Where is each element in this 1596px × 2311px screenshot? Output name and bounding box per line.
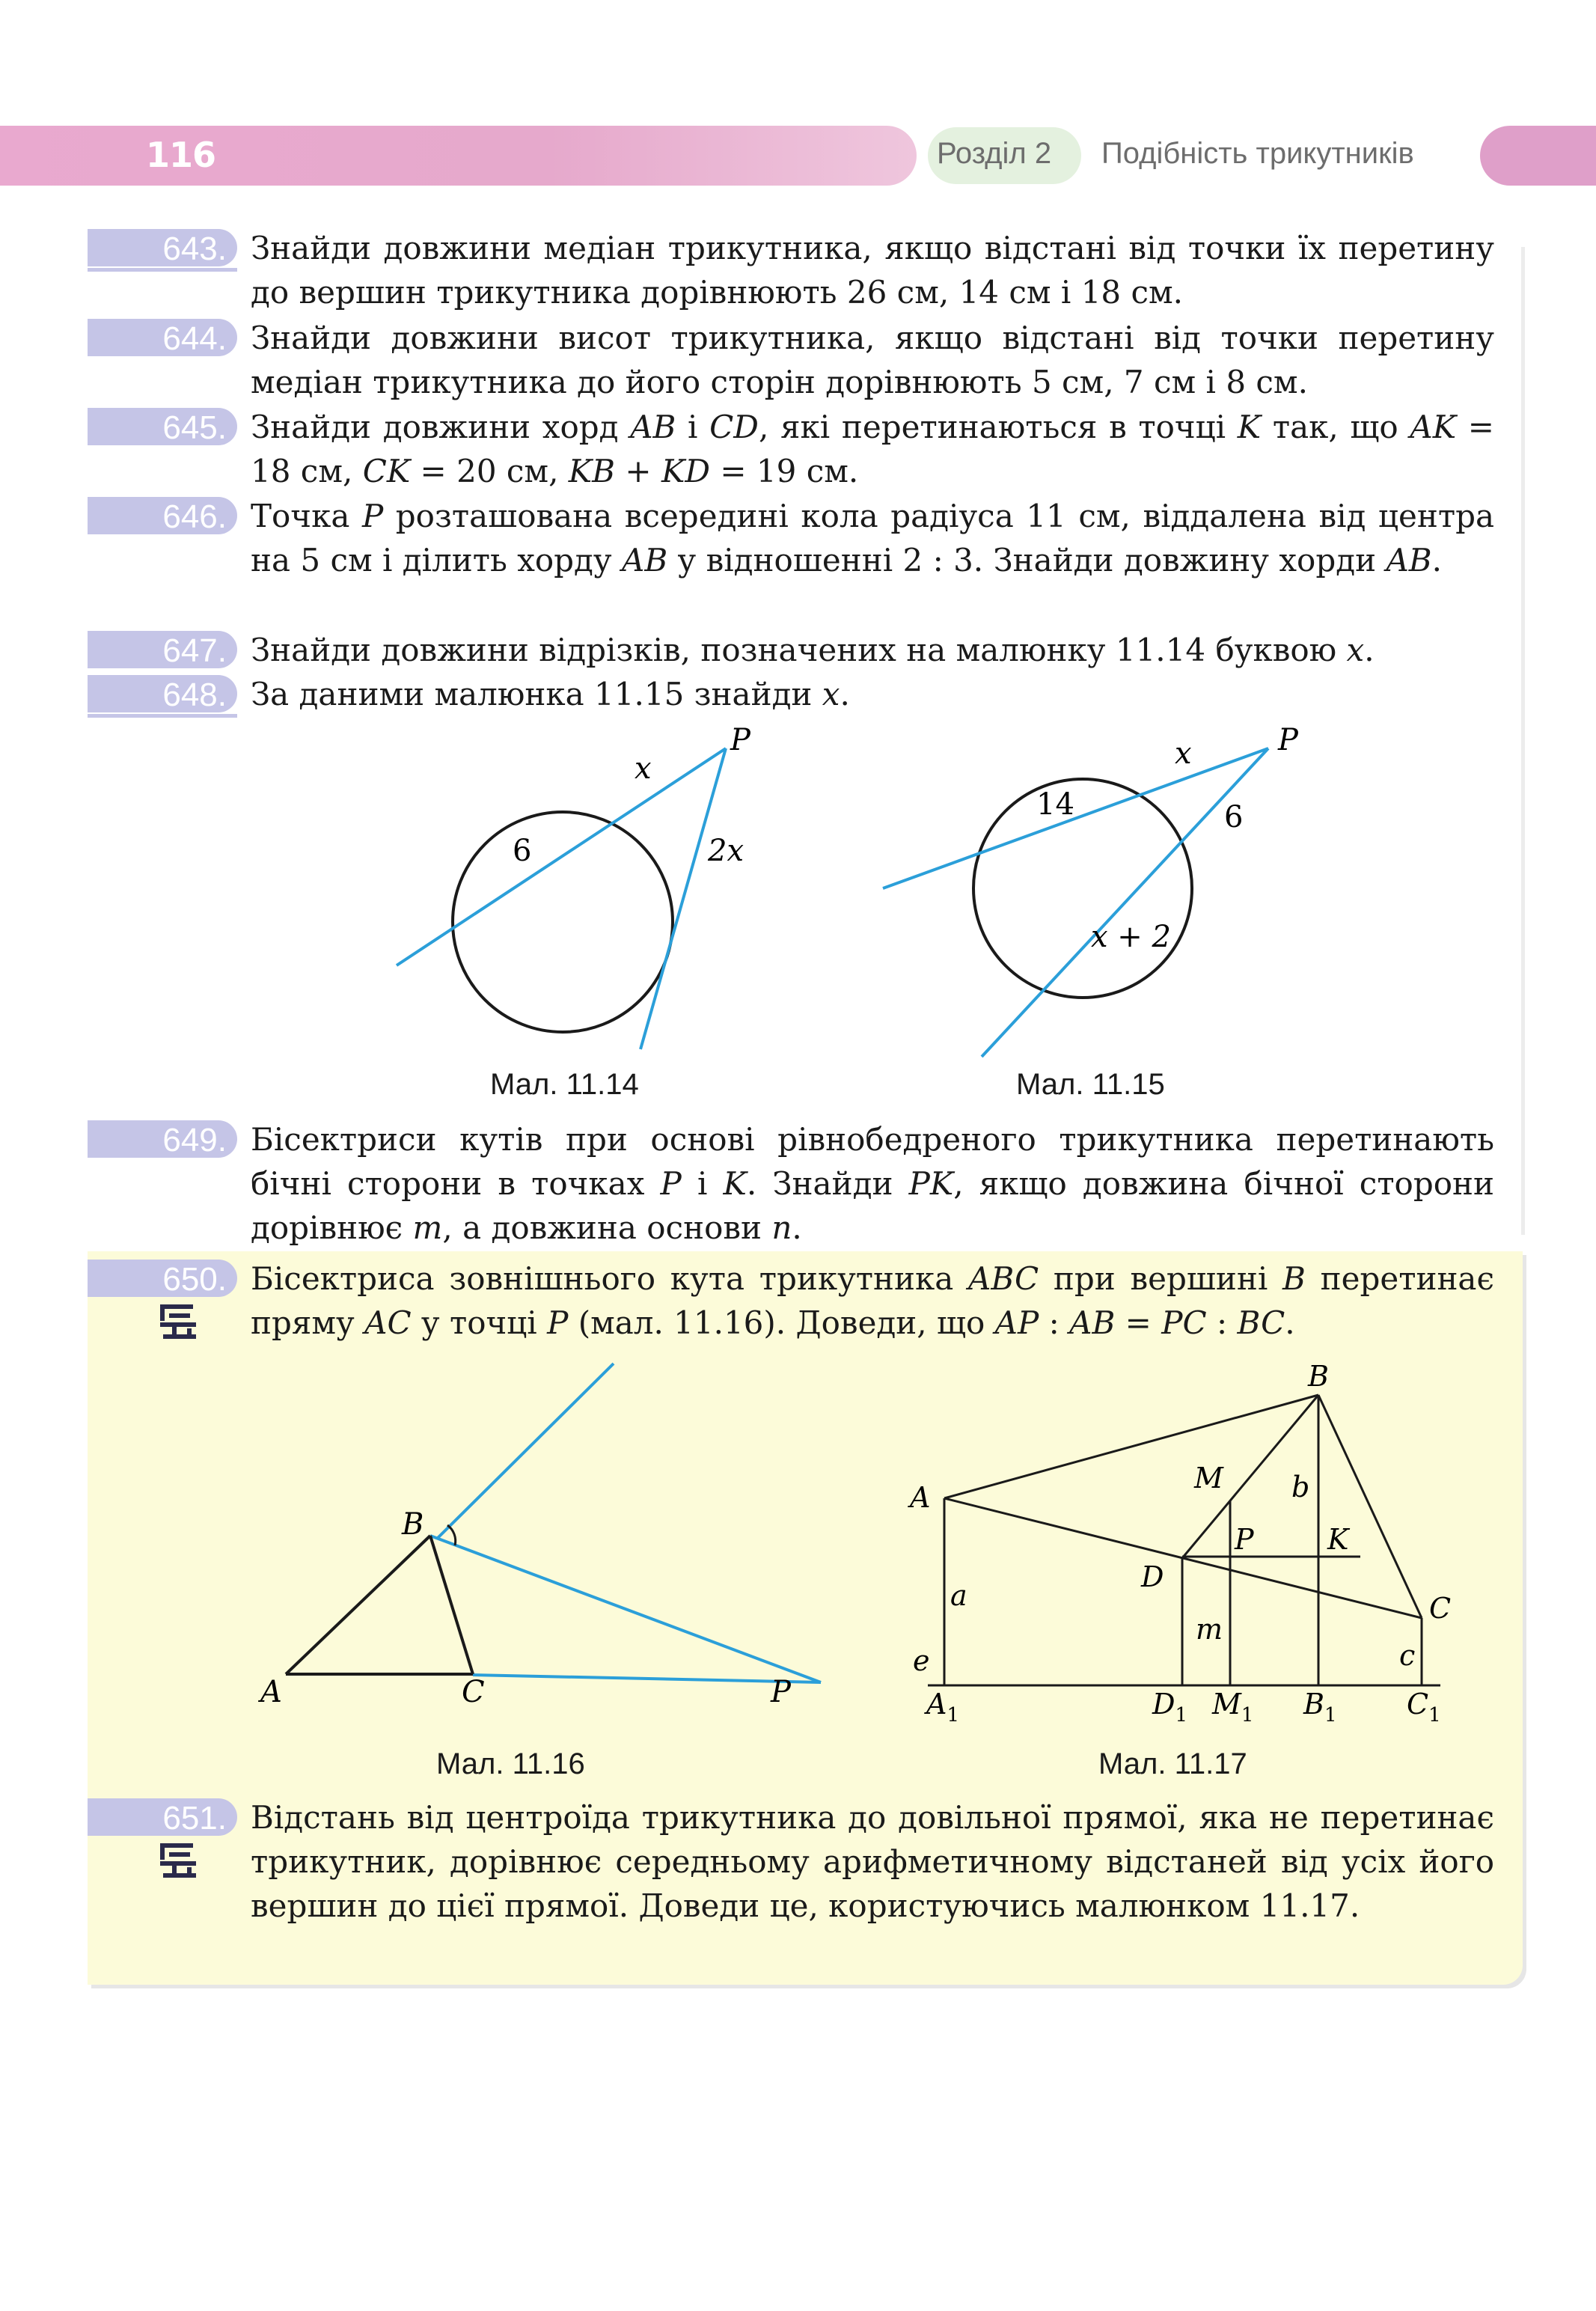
- secant-line: [883, 748, 1268, 888]
- label-C1: $C_1$: [1407, 1688, 1441, 1727]
- label-A1: $A_1$: [926, 1688, 959, 1727]
- label-P: P: [1278, 723, 1298, 757]
- problem-number-badge: 649.: [88, 1120, 237, 1158]
- figures-11-14-11-15: [0, 718, 1596, 1123]
- side-AB: [286, 1536, 430, 1674]
- figure-caption: Мал. 11.16: [436, 1747, 585, 1780]
- label-A: A: [260, 1675, 282, 1709]
- figure-11-14: [397, 723, 751, 1101]
- figure-caption: Мал. 11.17: [1098, 1747, 1247, 1780]
- secant-line: [640, 748, 726, 1049]
- qr-code-icon: [157, 1842, 202, 1881]
- problem-text: Бісектриси кутів при основі рівнобедреного трикутника перетинають бічні сторони в точках P і K. Знайди PK, якщо довжина бічної сторони дорівнює m, а довжина основи n.: [251, 1121, 1494, 1246]
- label-B: B: [402, 1507, 424, 1542]
- bisector-BP: [430, 1536, 821, 1682]
- problem-number-badge: 650.: [88, 1260, 237, 1297]
- label-b: b: [1291, 1471, 1310, 1503]
- line-CP: [473, 1675, 821, 1682]
- label-B: B: [1308, 1360, 1329, 1393]
- external-bisector: [437, 1364, 614, 1539]
- problem-number-badge: 643.: [88, 229, 237, 266]
- section-label: Розділ 2: [937, 137, 1052, 170]
- label-D: D: [1141, 1560, 1164, 1593]
- problem-text: Знайди довжини хорд AB і CD, які перетинаються в точці K так, що AK = 18 см, CK = 20 см, KB + KD = 19 см.: [251, 409, 1494, 489]
- label-P: P: [730, 723, 750, 757]
- header-bar-right: [1480, 126, 1596, 186]
- figure-11-16: [257, 1364, 821, 1780]
- circle: [453, 812, 673, 1032]
- problem-text: Знайди довжини медіан трикутника, якщо відстані від точки їх перетину до вершин трикутника дорівнюють 26 см, 14 см і 18 см.: [251, 230, 1494, 311]
- problem-text: Знайди довжини висот трикутника, якщо відстані від точки перетину медіан трикутника до його сторін дорівнюють 5 см, 7 см і 8 см.: [251, 320, 1494, 400]
- badge-underline: [88, 714, 237, 718]
- qr-code-icon: [157, 1303, 202, 1342]
- problem-text: Відстань від центроїда трикутника до довільної прямої, яка не перетинає трикутник, дорівнює середньому арифметичному відстаней від усіх його вершин до цієї прямої. Доведи це, користуючись малюнком 11.17.: [251, 1799, 1494, 1924]
- label-P: P: [1235, 1523, 1254, 1556]
- figure-11-17-labels: [908, 1360, 1451, 1780]
- label-14: 14: [1036, 787, 1074, 822]
- problem-number-badge: 651.: [88, 1798, 237, 1836]
- figure-11-15: [883, 723, 1299, 1101]
- problem-text: За даними малюнка 11.15 знайди x.: [251, 676, 850, 712]
- badge-underline: [88, 268, 237, 272]
- label-C: C: [462, 1675, 485, 1709]
- header-bar: [0, 126, 917, 186]
- label-B1: $B_1$: [1303, 1688, 1337, 1727]
- label-M1: $M_1$: [1212, 1688, 1254, 1727]
- label-6: 6: [513, 834, 532, 868]
- secant-line: [397, 748, 726, 965]
- label-x: x: [1175, 736, 1192, 771]
- label-a: a: [950, 1579, 967, 1612]
- problem-text: Точка P розташована всередині кола радіуса 11 см, віддалена від центра на 5 см і ділить хорду AB у відношенні 2 : 3. Знайди довжину хорди AB.: [251, 498, 1494, 578]
- label-C: C: [1429, 1592, 1452, 1625]
- page-number: 116: [146, 135, 216, 175]
- label-6: 6: [1224, 800, 1244, 834]
- label-M: M: [1194, 1462, 1223, 1495]
- figure-11-17: [928, 1395, 1440, 1685]
- figures-11-16-11-17: [0, 1347, 1596, 1796]
- label-x: x: [635, 751, 652, 786]
- label-A: A: [910, 1481, 931, 1514]
- label-x-plus-2: x + 2: [1091, 920, 1171, 954]
- figure-caption: Мал. 11.15: [1016, 1068, 1165, 1101]
- problem-number-badge: 645.: [88, 408, 237, 445]
- side-BC: [430, 1536, 473, 1674]
- label-e: e: [913, 1644, 930, 1677]
- label-D1: $D_1$: [1152, 1688, 1188, 1727]
- chapter-title: Подібність трикутників: [1101, 137, 1414, 170]
- problem-text: Знайди довжини відрізків, позначених на малюнку 11.14 буквою x.: [251, 632, 1375, 668]
- figure-caption: Мал. 11.14: [490, 1068, 639, 1101]
- problem-number-badge: 648.: [88, 675, 237, 712]
- label-c: c: [1399, 1639, 1416, 1672]
- side-AB: [944, 1395, 1318, 1498]
- side-BC: [1318, 1395, 1422, 1618]
- problem-number-badge: 644.: [88, 319, 237, 356]
- problem-text: Бісектриса зовнішнього кута трикутника ABC при вершині B перетинає пряму AC у точці P (мал. 11.16). Доведи, що AP : AB = PC : BC.: [251, 1260, 1494, 1341]
- circle: [973, 779, 1192, 998]
- label-m: m: [1196, 1613, 1223, 1646]
- problem-number-badge: 647.: [88, 631, 237, 668]
- problem-number-badge: 646.: [88, 497, 237, 534]
- label-P: P: [771, 1675, 791, 1709]
- label-2x: 2x: [708, 834, 745, 868]
- label-K: K: [1327, 1523, 1349, 1556]
